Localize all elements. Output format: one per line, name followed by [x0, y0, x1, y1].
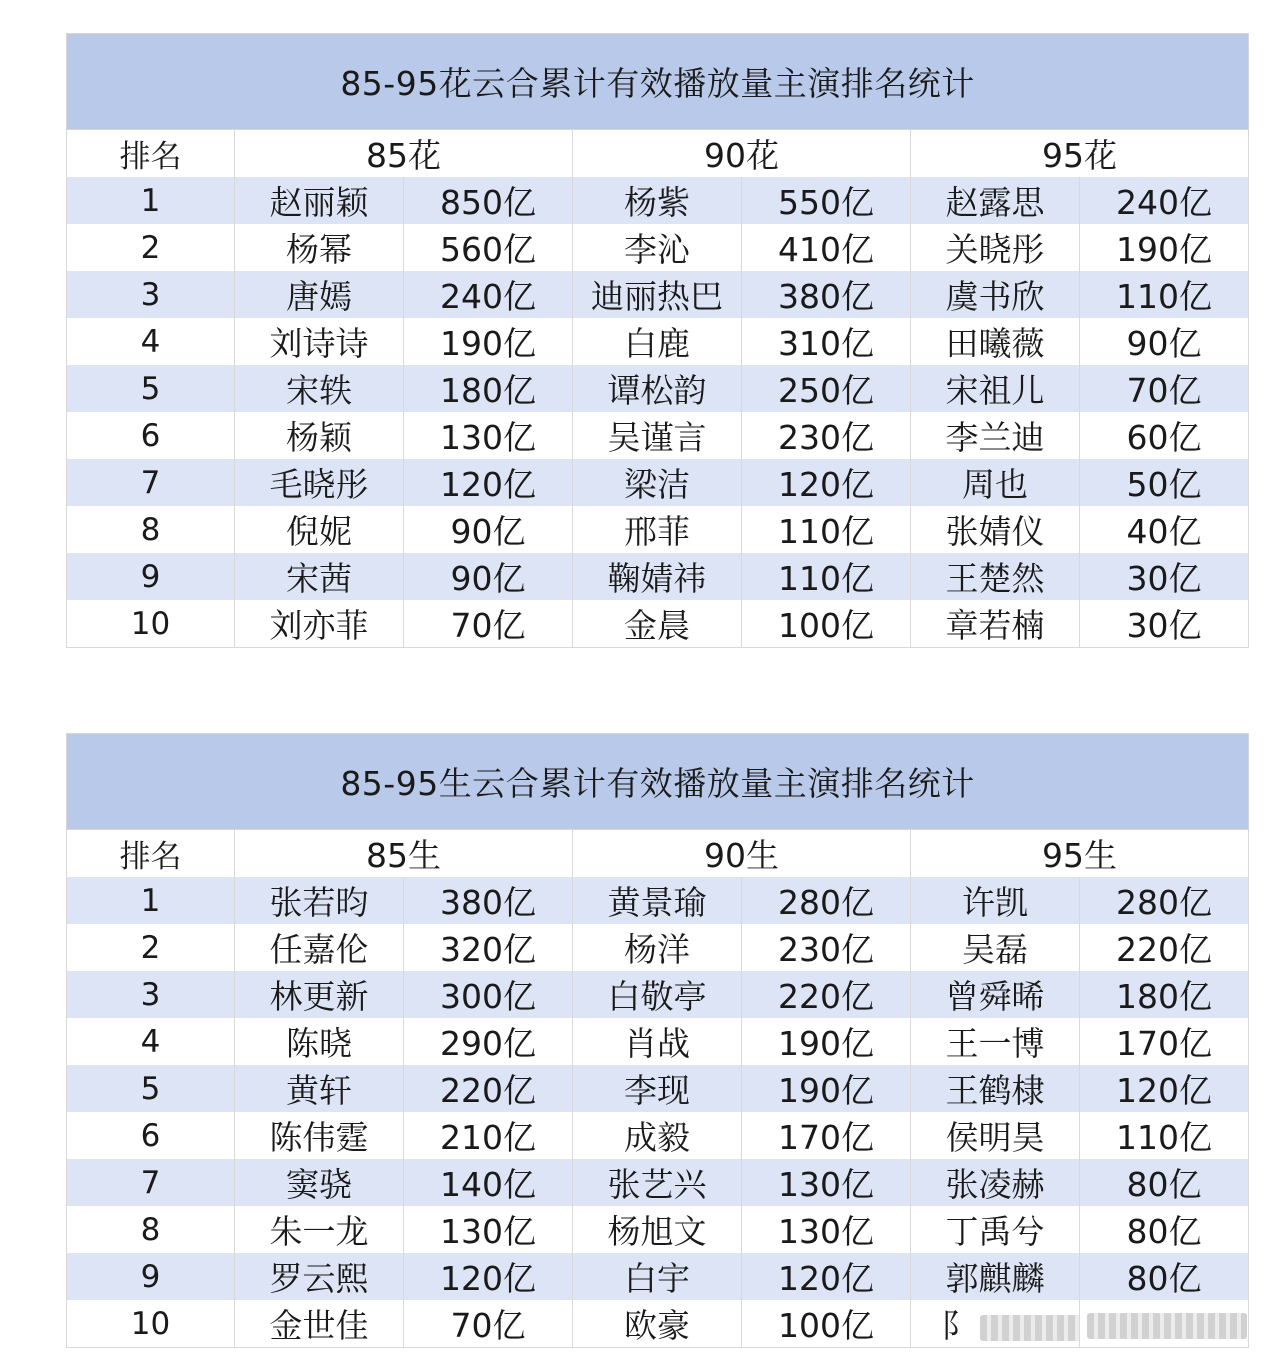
name-text: 侯明昊: [945, 1118, 1045, 1157]
watermark-overlay: [980, 1315, 1080, 1341]
name-text: 陈伟霆: [269, 1118, 369, 1157]
value-text: 120亿: [1116, 1071, 1213, 1110]
value-text: 140亿: [440, 1165, 536, 1204]
name-cell: [911, 971, 1080, 1018]
table-row: [67, 877, 1249, 924]
value-text: 230亿: [778, 418, 874, 457]
value-text: 240亿: [440, 277, 536, 316]
value-cell: [1080, 553, 1249, 600]
value-cell: [742, 1112, 911, 1159]
name-text: 虞书欣: [945, 277, 1045, 316]
table-row: [67, 1300, 1249, 1348]
name-cell: [911, 224, 1080, 271]
value-text: 380亿: [440, 883, 536, 922]
table-row: [67, 365, 1249, 412]
value-text: 220亿: [778, 977, 874, 1016]
value-cell: [742, 1300, 911, 1348]
name-cell: [911, 177, 1080, 224]
value-cell: [742, 1159, 911, 1206]
name-text: 罗云熙: [269, 1259, 369, 1298]
rank-cell: 4: [67, 1018, 235, 1065]
group-header: 95生: [911, 830, 1249, 878]
name-cell: [911, 1300, 1080, 1348]
name-text: 朱一龙: [269, 1212, 369, 1251]
name-text: 金世佳: [269, 1306, 369, 1345]
value-cell: [742, 553, 911, 600]
value-text: 320亿: [440, 930, 536, 969]
value-cell: [1080, 365, 1249, 412]
value-cell: [742, 600, 911, 648]
rank-cell: 3: [67, 271, 235, 318]
name-text: 陈晓: [286, 1024, 352, 1063]
name-cell: [235, 1159, 404, 1206]
name-cell: [235, 1065, 404, 1112]
value-text: 110亿: [1116, 277, 1213, 316]
value-text: 70亿: [1126, 371, 1202, 410]
value-cell: [404, 271, 573, 318]
value-text: 120亿: [778, 465, 874, 504]
table-row: [67, 1159, 1249, 1206]
name-cell: [573, 177, 742, 224]
name-cell: [235, 271, 404, 318]
value-text: 180亿: [440, 371, 536, 410]
rank-cell: 7: [67, 459, 235, 506]
name-text: 张若昀: [269, 883, 369, 922]
rank-header: 排名: [67, 130, 235, 178]
name-text: 李现: [624, 1071, 690, 1110]
value-text: 560亿: [440, 230, 536, 269]
name-text: 刘亦菲: [269, 606, 369, 645]
value-text: 110亿: [778, 559, 874, 598]
value-cell: [742, 459, 911, 506]
name-text: 唐嫣: [286, 277, 352, 316]
name-text: 白宇: [624, 1259, 690, 1298]
value-text: 80亿: [1126, 1165, 1202, 1204]
value-cell: [1080, 1206, 1249, 1253]
table-row: [67, 1018, 1249, 1065]
name-text: 刘诗诗: [269, 324, 369, 363]
name-cell: [573, 1253, 742, 1300]
name-cell: [573, 412, 742, 459]
name-cell: [235, 318, 404, 365]
name-text: 任嘉伦: [269, 930, 369, 969]
value-cell: [404, 1065, 573, 1112]
name-cell: [911, 1112, 1080, 1159]
name-cell: [235, 506, 404, 553]
value-cell: [742, 1206, 911, 1253]
value-text: 130亿: [440, 1212, 536, 1251]
name-cell: [573, 553, 742, 600]
value-cell: [742, 224, 911, 271]
value-cell: [1080, 318, 1249, 365]
table-row: [67, 924, 1249, 971]
name-text: 黄景瑜: [607, 883, 707, 922]
value-text: 100亿: [778, 606, 874, 645]
rank-cell: 1: [67, 177, 235, 224]
value-cell: [404, 365, 573, 412]
value-text: 30亿: [1126, 559, 1202, 598]
table-row: [67, 318, 1249, 365]
value-cell: [742, 365, 911, 412]
name-text: 杨颖: [286, 418, 352, 457]
value-text: 170亿: [778, 1118, 874, 1157]
name-text: 谭松韵: [607, 371, 707, 410]
name-cell: [911, 553, 1080, 600]
name-cell: [573, 365, 742, 412]
value-cell: [404, 459, 573, 506]
value-text: 280亿: [778, 883, 874, 922]
value-cell: [742, 877, 911, 924]
name-cell: [911, 1065, 1080, 1112]
value-cell: [404, 412, 573, 459]
table-row: [67, 553, 1249, 600]
name-text: 邢菲: [624, 512, 690, 551]
ranking-table-actresses: [66, 33, 1249, 648]
name-text: 周也: [962, 465, 1028, 504]
value-text: 60亿: [1126, 418, 1202, 457]
value-text: 90亿: [450, 512, 526, 551]
table-row: [67, 271, 1249, 318]
value-text: 180亿: [1116, 977, 1213, 1016]
name-cell: [573, 1065, 742, 1112]
value-text: 190亿: [440, 324, 536, 363]
value-cell: [404, 318, 573, 365]
value-cell: [742, 506, 911, 553]
rank-cell: 6: [67, 412, 235, 459]
value-text: 300亿: [440, 977, 536, 1016]
name-text: 曾舜晞: [945, 977, 1045, 1016]
value-text: 130亿: [778, 1165, 874, 1204]
rank-cell: 10: [67, 600, 235, 648]
value-cell: [404, 924, 573, 971]
name-cell: [911, 271, 1080, 318]
name-text: 赵露思: [945, 183, 1045, 222]
group-header: 85花: [235, 130, 573, 178]
value-text: 30亿: [1126, 606, 1202, 645]
rank-cell: 2: [67, 924, 235, 971]
name-text: 倪妮: [286, 512, 352, 551]
value-cell: [1080, 1018, 1249, 1065]
value-cell: [404, 1018, 573, 1065]
table-row: [67, 459, 1249, 506]
table-row: [67, 1112, 1249, 1159]
name-cell: [911, 1253, 1080, 1300]
name-text: 黄轩: [286, 1071, 352, 1110]
value-text: 80亿: [1126, 1212, 1202, 1251]
name-cell: [235, 1253, 404, 1300]
name-text: 张凌赫: [945, 1165, 1045, 1204]
rank-cell: 8: [67, 506, 235, 553]
value-text: 190亿: [1116, 230, 1213, 269]
value-text: 190亿: [778, 1024, 874, 1063]
value-cell: [1080, 971, 1249, 1018]
name-cell: [235, 412, 404, 459]
name-text: 白敬亭: [607, 977, 707, 1016]
rank-cell: 6: [67, 1112, 235, 1159]
value-cell: [742, 1253, 911, 1300]
value-text: 240亿: [1116, 183, 1213, 222]
rank-cell: 4: [67, 318, 235, 365]
table-row: [67, 1206, 1249, 1253]
value-cell: [1080, 600, 1249, 648]
table-title: 85-95生云合累计有效播放量主演排名统计: [67, 734, 1249, 830]
name-cell: [573, 1206, 742, 1253]
name-text: 迪丽热巴: [591, 277, 723, 316]
name-text: 王鹤棣: [945, 1071, 1045, 1110]
rank-cell: 8: [67, 1206, 235, 1253]
name-cell: [235, 600, 404, 648]
name-cell: [235, 224, 404, 271]
value-text: 550亿: [778, 183, 874, 222]
value-cell: [1080, 177, 1249, 224]
value-cell: [404, 1112, 573, 1159]
name-text: 王一博: [945, 1024, 1045, 1063]
value-text: 90亿: [450, 559, 526, 598]
name-text: 欧豪: [624, 1306, 690, 1345]
value-text: 120亿: [778, 1259, 874, 1298]
name-text: 成毅: [624, 1118, 690, 1157]
value-cell: [1080, 224, 1249, 271]
name-cell: [573, 459, 742, 506]
value-cell: [1080, 1253, 1249, 1300]
value-text: 110亿: [1116, 1118, 1213, 1157]
value-text: 380亿: [778, 277, 874, 316]
name-cell: [911, 600, 1080, 648]
value-cell: [742, 177, 911, 224]
value-text: 40亿: [1126, 512, 1202, 551]
group-header: 95花: [911, 130, 1249, 178]
value-cell: [404, 1253, 573, 1300]
value-text: 70亿: [450, 1306, 526, 1345]
name-cell: [911, 1018, 1080, 1065]
name-text: 丁禹兮: [945, 1212, 1045, 1251]
table-row: [67, 971, 1249, 1018]
table: [66, 33, 1249, 648]
value-cell: [404, 553, 573, 600]
name-cell: [911, 1206, 1080, 1253]
name-text: 王楚然: [945, 559, 1045, 598]
name-text: 吴磊: [962, 930, 1028, 969]
name-cell: [911, 877, 1080, 924]
value-cell: [1080, 459, 1249, 506]
header-row: [67, 830, 1249, 878]
name-cell: [573, 1112, 742, 1159]
value-text: 120亿: [440, 465, 536, 504]
title-row: [67, 734, 1249, 830]
name-cell: [911, 1159, 1080, 1206]
value-cell: [404, 971, 573, 1018]
value-cell: [1080, 1112, 1249, 1159]
title-row: [67, 34, 1249, 130]
name-cell: [911, 924, 1080, 971]
table-row: [67, 177, 1249, 224]
name-cell: [235, 877, 404, 924]
value-cell: [742, 1018, 911, 1065]
value-text: 220亿: [1116, 930, 1213, 969]
value-cell: [1080, 1300, 1249, 1348]
rank-cell: 5: [67, 365, 235, 412]
rank-cell: 9: [67, 553, 235, 600]
header-row: [67, 130, 1249, 178]
name-text: 宋轶: [286, 371, 352, 410]
table-row: [67, 1253, 1249, 1300]
value-cell: [404, 506, 573, 553]
name-text: 宋祖儿: [945, 371, 1045, 410]
value-text: 70亿: [450, 606, 526, 645]
rank-cell: 7: [67, 1159, 235, 1206]
value-cell: [404, 1206, 573, 1253]
name-text: 肖战: [624, 1024, 690, 1063]
name-cell: [235, 459, 404, 506]
value-cell: [742, 971, 911, 1018]
name-cell: [235, 177, 404, 224]
value-text: 410亿: [778, 230, 874, 269]
name-cell: [235, 1300, 404, 1348]
table-row: [67, 600, 1249, 648]
name-cell: [911, 506, 1080, 553]
name-cell: [573, 971, 742, 1018]
value-cell: [1080, 1065, 1249, 1112]
value-text: 50亿: [1126, 465, 1202, 504]
name-text: 田曦薇: [945, 324, 1045, 363]
value-cell: [742, 412, 911, 459]
name-cell: [573, 877, 742, 924]
name-text: 阝: [941, 1306, 974, 1345]
name-cell: [573, 924, 742, 971]
name-text: 毛晓彤: [269, 465, 369, 504]
value-cell: [404, 224, 573, 271]
name-text: 杨紫: [624, 183, 690, 222]
value-text: 130亿: [778, 1212, 874, 1251]
ranking-table-actors: [66, 733, 1249, 1348]
name-cell: [235, 1206, 404, 1253]
rank-cell: 5: [67, 1065, 235, 1112]
value-text: 230亿: [778, 930, 874, 969]
name-text: 吴谨言: [607, 418, 707, 457]
table: [66, 733, 1249, 1348]
name-cell: [235, 1018, 404, 1065]
value-cell: [742, 318, 911, 365]
value-text: 290亿: [440, 1024, 536, 1063]
rank-cell: 9: [67, 1253, 235, 1300]
value-text: 280亿: [1116, 883, 1213, 922]
value-text: 130亿: [440, 418, 536, 457]
value-text: 80亿: [1126, 1259, 1202, 1298]
value-cell: [404, 877, 573, 924]
name-cell: [573, 1159, 742, 1206]
value-cell: [1080, 271, 1249, 318]
value-text: 120亿: [440, 1259, 536, 1298]
value-text: 110亿: [778, 512, 874, 551]
name-cell: [235, 1112, 404, 1159]
name-text: 杨旭文: [607, 1212, 707, 1251]
value-cell: [404, 1159, 573, 1206]
rank-cell: 2: [67, 224, 235, 271]
name-cell: [573, 224, 742, 271]
group-header: 85生: [235, 830, 573, 878]
name-text: 郭麒麟: [945, 1259, 1045, 1298]
name-cell: [235, 553, 404, 600]
name-cell: [911, 365, 1080, 412]
name-text: 张婧仪: [945, 512, 1045, 551]
name-text: 杨洋: [624, 930, 690, 969]
value-cell: [742, 924, 911, 971]
name-text: 宋茜: [286, 559, 352, 598]
name-cell: [235, 924, 404, 971]
name-cell: [573, 318, 742, 365]
name-text: 白鹿: [624, 324, 690, 363]
name-text: 赵丽颖: [269, 183, 369, 222]
value-text: 210亿: [440, 1118, 536, 1157]
table-row: [67, 1065, 1249, 1112]
value-cell: [1080, 412, 1249, 459]
name-cell: [573, 600, 742, 648]
rank-header: 排名: [67, 830, 235, 878]
name-text: 章若楠: [945, 606, 1045, 645]
name-text: 李兰迪: [945, 418, 1045, 457]
rank-cell: 1: [67, 877, 235, 924]
name-cell: [573, 1018, 742, 1065]
value-text: 220亿: [440, 1071, 536, 1110]
rank-cell: 10: [67, 1300, 235, 1348]
name-cell: [911, 318, 1080, 365]
watermark-overlay: [1087, 1313, 1247, 1339]
name-text: 许凯: [962, 883, 1028, 922]
name-text: 窦骁: [286, 1165, 352, 1204]
name-cell: [911, 459, 1080, 506]
name-text: 杨幂: [286, 230, 352, 269]
name-text: 鞠婧祎: [607, 559, 707, 598]
value-cell: [742, 1065, 911, 1112]
group-header: 90生: [573, 830, 911, 878]
name-text: 金晨: [624, 606, 690, 645]
value-text: 190亿: [778, 1071, 874, 1110]
table-row: [67, 506, 1249, 553]
value-cell: [1080, 924, 1249, 971]
value-text: 310亿: [778, 324, 874, 363]
value-text: 90亿: [1126, 324, 1202, 363]
name-cell: [573, 271, 742, 318]
value-cell: [1080, 506, 1249, 553]
name-cell: [573, 506, 742, 553]
value-cell: [404, 1300, 573, 1348]
value-text: 100亿: [778, 1306, 874, 1345]
value-cell: [1080, 877, 1249, 924]
name-cell: [911, 412, 1080, 459]
name-cell: [235, 365, 404, 412]
name-text: 张艺兴: [607, 1165, 707, 1204]
value-cell: [742, 271, 911, 318]
value-cell: [1080, 1159, 1249, 1206]
value-cell: [404, 600, 573, 648]
rank-cell: 3: [67, 971, 235, 1018]
table-row: [67, 412, 1249, 459]
name-text: 关晓彤: [945, 230, 1045, 269]
name-text: 林更新: [269, 977, 369, 1016]
value-text: 170亿: [1116, 1024, 1213, 1063]
value-text: 850亿: [440, 183, 536, 222]
table-title: 85-95花云合累计有效播放量主演排名统计: [67, 34, 1249, 130]
name-text: 梁洁: [624, 465, 690, 504]
name-cell: [573, 1300, 742, 1348]
name-cell: [235, 971, 404, 1018]
value-text: 250亿: [778, 371, 874, 410]
name-text: 李沁: [624, 230, 690, 269]
table-row: [67, 224, 1249, 271]
value-cell: [404, 177, 573, 224]
group-header: 90花: [573, 130, 911, 178]
